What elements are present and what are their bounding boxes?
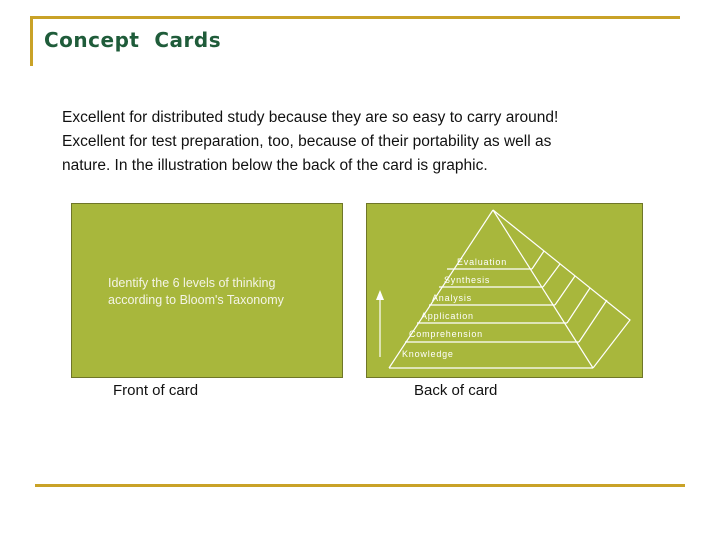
side-facet	[543, 264, 560, 287]
side-face-edge	[493, 210, 630, 368]
level-label-comprehension: Comprehension	[409, 329, 483, 339]
side-facet	[532, 251, 544, 269]
slide-title: Concept Cards	[44, 28, 222, 52]
side-facet	[579, 300, 607, 342]
body-line: Excellent for distributed study because they are so easy to carry around!	[62, 109, 559, 126]
side-facet	[555, 276, 575, 305]
level-label-evaluation: Evaluation	[457, 257, 508, 267]
back-of-card	[366, 203, 643, 378]
front-of-card	[71, 203, 343, 378]
level-label-application: Application	[421, 311, 474, 321]
body-line: Excellent for test preparation, too, because of their portability as well as	[62, 133, 552, 150]
back-card-caption: Back of card	[414, 382, 498, 399]
front-card-line: according to Bloom's Taxonomy	[108, 293, 284, 307]
front-card-line: Identify the 6 levels of thinking	[108, 276, 276, 290]
bottom-divider	[35, 484, 685, 487]
bloom-pyramid-diagram	[367, 204, 644, 379]
level-label-knowledge: Knowledge	[402, 349, 454, 359]
side-facet	[567, 288, 590, 323]
level-label-synthesis: Synthesis	[444, 275, 491, 285]
slide-body	[62, 106, 662, 178]
top-divider	[30, 16, 680, 19]
pyramid-right-edge	[493, 210, 593, 368]
pyramid-left-edge	[389, 210, 493, 368]
front-card-prompt	[108, 275, 318, 309]
body-line: nature. In the illustration below the back of the card is graphic.	[62, 157, 488, 174]
up-arrow-icon	[376, 290, 384, 300]
title-accent-bar	[30, 16, 33, 66]
front-card-caption: Front of card	[113, 382, 199, 399]
level-label-analysis: Analysis	[432, 293, 472, 303]
